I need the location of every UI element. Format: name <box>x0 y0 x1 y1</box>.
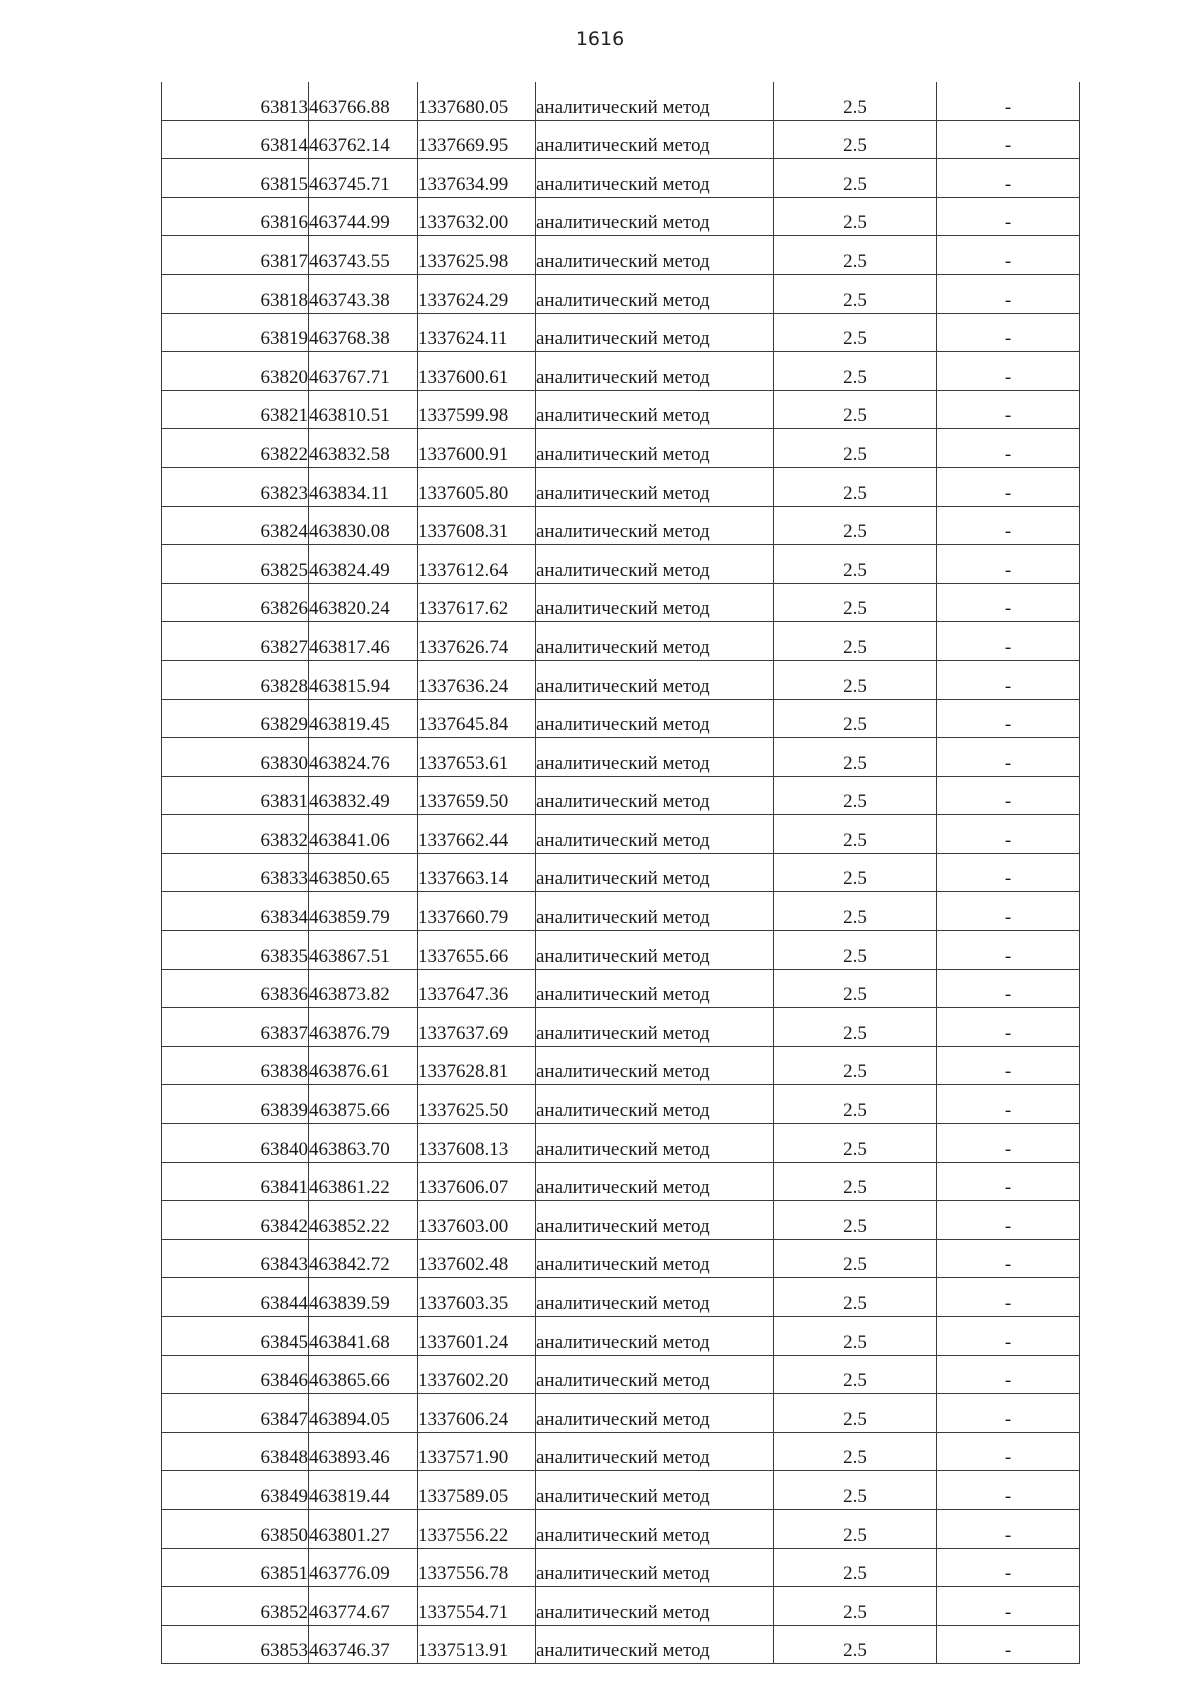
y-coordinate-cell: 1337600.61 <box>418 352 536 391</box>
table-row <box>162 352 1080 391</box>
table-row <box>162 313 1080 352</box>
accuracy-cell: 2.5 <box>774 545 937 584</box>
accuracy-cell: 2.5 <box>774 1587 937 1626</box>
accuracy-cell: 2.5 <box>774 1085 937 1124</box>
table-row <box>162 660 1080 699</box>
x-coordinate-cell: 463801.27 <box>309 1509 418 1548</box>
accuracy-cell: 2.5 <box>774 197 937 236</box>
table-row <box>162 1085 1080 1124</box>
method-cell: аналитический метод <box>536 1008 774 1047</box>
point-number-cell: 63843 <box>162 1239 309 1278</box>
point-number-cell: 63833 <box>162 853 309 892</box>
x-coordinate-cell: 463824.49 <box>309 545 418 584</box>
table-row <box>162 1625 1080 1664</box>
accuracy-cell: 2.5 <box>774 853 937 892</box>
table-row <box>162 506 1080 545</box>
accuracy-cell: 2.5 <box>774 1008 937 1047</box>
point-number-cell: 63819 <box>162 313 309 352</box>
point-number-cell: 63821 <box>162 390 309 429</box>
y-coordinate-cell: 1337647.36 <box>418 969 536 1008</box>
table-row <box>162 738 1080 777</box>
x-coordinate-cell: 463774.67 <box>309 1587 418 1626</box>
accuracy-cell: 2.5 <box>774 815 937 854</box>
point-number-cell: 63818 <box>162 274 309 313</box>
note-cell: - <box>937 1509 1080 1548</box>
x-coordinate-cell: 463875.66 <box>309 1085 418 1124</box>
x-coordinate-cell: 463876.61 <box>309 1046 418 1085</box>
note-cell: - <box>937 1008 1080 1047</box>
accuracy-cell: 2.5 <box>774 583 937 622</box>
y-coordinate-cell: 1337625.98 <box>418 236 536 275</box>
point-number-cell: 63822 <box>162 429 309 468</box>
x-coordinate-cell: 463861.22 <box>309 1162 418 1201</box>
y-coordinate-cell: 1337659.50 <box>418 776 536 815</box>
point-number-cell: 63853 <box>162 1625 309 1664</box>
note-cell: - <box>937 1278 1080 1317</box>
x-coordinate-cell: 463743.38 <box>309 274 418 313</box>
method-cell: аналитический метод <box>536 815 774 854</box>
point-number-cell: 63835 <box>162 931 309 970</box>
note-cell: - <box>937 1548 1080 1587</box>
point-number-cell: 63816 <box>162 197 309 236</box>
table-body <box>162 82 1080 1664</box>
y-coordinate-cell: 1337600.91 <box>418 429 536 468</box>
note-cell: - <box>937 197 1080 236</box>
accuracy-cell: 2.5 <box>774 1201 937 1240</box>
y-coordinate-cell: 1337599.98 <box>418 390 536 429</box>
y-coordinate-cell: 1337634.99 <box>418 159 536 198</box>
point-number-cell: 63830 <box>162 738 309 777</box>
table-row <box>162 1355 1080 1394</box>
table-row <box>162 1201 1080 1240</box>
point-number-cell: 63840 <box>162 1124 309 1163</box>
method-cell: аналитический метод <box>536 1124 774 1163</box>
note-cell: - <box>937 853 1080 892</box>
method-cell: аналитический метод <box>536 892 774 931</box>
x-coordinate-cell: 463744.99 <box>309 197 418 236</box>
note-cell: - <box>937 738 1080 777</box>
table-row <box>162 853 1080 892</box>
accuracy-cell: 2.5 <box>774 1471 937 1510</box>
accuracy-cell: 2.5 <box>774 776 937 815</box>
note-cell: - <box>937 969 1080 1008</box>
accuracy-cell: 2.5 <box>774 429 937 468</box>
method-cell: аналитический метод <box>536 120 774 159</box>
accuracy-cell: 2.5 <box>774 1124 937 1163</box>
y-coordinate-cell: 1337625.50 <box>418 1085 536 1124</box>
accuracy-cell: 2.5 <box>774 120 937 159</box>
method-cell: аналитический метод <box>536 1239 774 1278</box>
y-coordinate-cell: 1337632.00 <box>418 197 536 236</box>
accuracy-cell: 2.5 <box>774 1355 937 1394</box>
y-coordinate-cell: 1337601.24 <box>418 1317 536 1356</box>
note-cell: - <box>937 236 1080 275</box>
point-number-cell: 63826 <box>162 583 309 622</box>
x-coordinate-cell: 463745.71 <box>309 159 418 198</box>
note-cell: - <box>937 1046 1080 1085</box>
note-cell: - <box>937 1317 1080 1356</box>
y-coordinate-cell: 1337556.78 <box>418 1548 536 1587</box>
method-cell: аналитический метод <box>536 969 774 1008</box>
table-row <box>162 1162 1080 1201</box>
accuracy-cell: 2.5 <box>774 506 937 545</box>
y-coordinate-cell: 1337606.24 <box>418 1394 536 1433</box>
y-coordinate-cell: 1337589.05 <box>418 1471 536 1510</box>
point-number-cell: 63824 <box>162 506 309 545</box>
table-row <box>162 390 1080 429</box>
accuracy-cell: 2.5 <box>774 622 937 661</box>
table-row <box>162 583 1080 622</box>
method-cell: аналитический метод <box>536 1278 774 1317</box>
note-cell: - <box>937 892 1080 931</box>
y-coordinate-cell: 1337637.69 <box>418 1008 536 1047</box>
table-row <box>162 429 1080 468</box>
note-cell: - <box>937 82 1080 120</box>
method-cell: аналитический метод <box>536 467 774 506</box>
note-cell: - <box>937 1201 1080 1240</box>
note-cell: - <box>937 1625 1080 1664</box>
y-coordinate-cell: 1337655.66 <box>418 931 536 970</box>
point-number-cell: 63837 <box>162 1008 309 1047</box>
x-coordinate-cell: 463766.88 <box>309 82 418 120</box>
point-number-cell: 63850 <box>162 1509 309 1548</box>
note-cell: - <box>937 622 1080 661</box>
table-row <box>162 1317 1080 1356</box>
method-cell: аналитический метод <box>536 545 774 584</box>
y-coordinate-cell: 1337624.29 <box>418 274 536 313</box>
table-row <box>162 931 1080 970</box>
note-cell: - <box>937 1085 1080 1124</box>
point-number-cell: 63848 <box>162 1432 309 1471</box>
x-coordinate-cell: 463834.11 <box>309 467 418 506</box>
point-number-cell: 63827 <box>162 622 309 661</box>
method-cell: аналитический метод <box>536 660 774 699</box>
x-coordinate-cell: 463810.51 <box>309 390 418 429</box>
x-coordinate-cell: 463832.58 <box>309 429 418 468</box>
y-coordinate-cell: 1337660.79 <box>418 892 536 931</box>
table-row <box>162 274 1080 313</box>
method-cell: аналитический метод <box>536 1201 774 1240</box>
method-cell: аналитический метод <box>536 390 774 429</box>
y-coordinate-cell: 1337669.95 <box>418 120 536 159</box>
point-number-cell: 63852 <box>162 1587 309 1626</box>
point-number-cell: 63817 <box>162 236 309 275</box>
accuracy-cell: 2.5 <box>774 1239 937 1278</box>
method-cell: аналитический метод <box>536 699 774 738</box>
x-coordinate-cell: 463865.66 <box>309 1355 418 1394</box>
y-coordinate-cell: 1337556.22 <box>418 1509 536 1548</box>
point-number-cell: 63836 <box>162 969 309 1008</box>
x-coordinate-cell: 463863.70 <box>309 1124 418 1163</box>
method-cell: аналитический метод <box>536 1509 774 1548</box>
note-cell: - <box>937 1432 1080 1471</box>
accuracy-cell: 2.5 <box>774 390 937 429</box>
method-cell: аналитический метод <box>536 1548 774 1587</box>
table-row <box>162 815 1080 854</box>
method-cell: аналитический метод <box>536 82 774 120</box>
point-number-cell: 63849 <box>162 1471 309 1510</box>
note-cell: - <box>937 1124 1080 1163</box>
method-cell: аналитический метод <box>536 1432 774 1471</box>
y-coordinate-cell: 1337608.31 <box>418 506 536 545</box>
x-coordinate-cell: 463850.65 <box>309 853 418 892</box>
accuracy-cell: 2.5 <box>774 352 937 391</box>
note-cell: - <box>937 1587 1080 1626</box>
method-cell: аналитический метод <box>536 159 774 198</box>
accuracy-cell: 2.5 <box>774 969 937 1008</box>
note-cell: - <box>937 545 1080 584</box>
x-coordinate-cell: 463817.46 <box>309 622 418 661</box>
coordinates-table <box>161 82 1080 1664</box>
accuracy-cell: 2.5 <box>774 892 937 931</box>
table-row <box>162 776 1080 815</box>
x-coordinate-cell: 463768.38 <box>309 313 418 352</box>
y-coordinate-cell: 1337636.24 <box>418 660 536 699</box>
point-number-cell: 63831 <box>162 776 309 815</box>
x-coordinate-cell: 463841.06 <box>309 815 418 854</box>
point-number-cell: 63838 <box>162 1046 309 1085</box>
x-coordinate-cell: 463876.79 <box>309 1008 418 1047</box>
table-row <box>162 1046 1080 1085</box>
table-row <box>162 699 1080 738</box>
x-coordinate-cell: 463832.49 <box>309 776 418 815</box>
table-row <box>162 1394 1080 1433</box>
x-coordinate-cell: 463815.94 <box>309 660 418 699</box>
table-row <box>162 1509 1080 1548</box>
table-row <box>162 1432 1080 1471</box>
method-cell: аналитический метод <box>536 1046 774 1085</box>
method-cell: аналитический метод <box>536 1471 774 1510</box>
accuracy-cell: 2.5 <box>774 660 937 699</box>
table-row <box>162 120 1080 159</box>
x-coordinate-cell: 463820.24 <box>309 583 418 622</box>
x-coordinate-cell: 463824.76 <box>309 738 418 777</box>
method-cell: аналитический метод <box>536 583 774 622</box>
table-row <box>162 1278 1080 1317</box>
method-cell: аналитический метод <box>536 738 774 777</box>
method-cell: аналитический метод <box>536 197 774 236</box>
point-number-cell: 63844 <box>162 1278 309 1317</box>
point-number-cell: 63813 <box>162 82 309 120</box>
y-coordinate-cell: 1337624.11 <box>418 313 536 352</box>
point-number-cell: 63841 <box>162 1162 309 1201</box>
point-number-cell: 63820 <box>162 352 309 391</box>
y-coordinate-cell: 1337603.35 <box>418 1278 536 1317</box>
y-coordinate-cell: 1337571.90 <box>418 1432 536 1471</box>
x-coordinate-cell: 463762.14 <box>309 120 418 159</box>
table-row <box>162 82 1080 120</box>
method-cell: аналитический метод <box>536 313 774 352</box>
table-row <box>162 467 1080 506</box>
accuracy-cell: 2.5 <box>774 1432 937 1471</box>
x-coordinate-cell: 463893.46 <box>309 1432 418 1471</box>
method-cell: аналитический метод <box>536 1587 774 1626</box>
y-coordinate-cell: 1337628.81 <box>418 1046 536 1085</box>
x-coordinate-cell: 463743.55 <box>309 236 418 275</box>
accuracy-cell: 2.5 <box>774 236 937 275</box>
table-row <box>162 622 1080 661</box>
y-coordinate-cell: 1337554.71 <box>418 1587 536 1626</box>
point-number-cell: 63845 <box>162 1317 309 1356</box>
accuracy-cell: 2.5 <box>774 1625 937 1664</box>
method-cell: аналитический метод <box>536 274 774 313</box>
method-cell: аналитический метод <box>536 352 774 391</box>
method-cell: аналитический метод <box>536 236 774 275</box>
method-cell: аналитический метод <box>536 1625 774 1664</box>
note-cell: - <box>937 467 1080 506</box>
point-number-cell: 63815 <box>162 159 309 198</box>
x-coordinate-cell: 463746.37 <box>309 1625 418 1664</box>
accuracy-cell: 2.5 <box>774 1162 937 1201</box>
method-cell: аналитический метод <box>536 1085 774 1124</box>
x-coordinate-cell: 463841.68 <box>309 1317 418 1356</box>
note-cell: - <box>937 313 1080 352</box>
x-coordinate-cell: 463859.79 <box>309 892 418 931</box>
y-coordinate-cell: 1337603.00 <box>418 1201 536 1240</box>
note-cell: - <box>937 120 1080 159</box>
y-coordinate-cell: 1337606.07 <box>418 1162 536 1201</box>
x-coordinate-cell: 463852.22 <box>309 1201 418 1240</box>
y-coordinate-cell: 1337605.80 <box>418 467 536 506</box>
x-coordinate-cell: 463830.08 <box>309 506 418 545</box>
accuracy-cell: 2.5 <box>774 1046 937 1085</box>
x-coordinate-cell: 463894.05 <box>309 1394 418 1433</box>
table-row <box>162 1471 1080 1510</box>
method-cell: аналитический метод <box>536 1317 774 1356</box>
note-cell: - <box>937 931 1080 970</box>
note-cell: - <box>937 429 1080 468</box>
method-cell: аналитический метод <box>536 429 774 468</box>
note-cell: - <box>937 352 1080 391</box>
method-cell: аналитический метод <box>536 1162 774 1201</box>
point-number-cell: 63828 <box>162 660 309 699</box>
accuracy-cell: 2.5 <box>774 467 937 506</box>
accuracy-cell: 2.5 <box>774 1278 937 1317</box>
note-cell: - <box>937 390 1080 429</box>
note-cell: - <box>937 699 1080 738</box>
table-row <box>162 1548 1080 1587</box>
y-coordinate-cell: 1337602.20 <box>418 1355 536 1394</box>
table-row <box>162 969 1080 1008</box>
point-number-cell: 63851 <box>162 1548 309 1587</box>
note-cell: - <box>937 776 1080 815</box>
point-number-cell: 63847 <box>162 1394 309 1433</box>
y-coordinate-cell: 1337617.62 <box>418 583 536 622</box>
note-cell: - <box>937 1471 1080 1510</box>
accuracy-cell: 2.5 <box>774 1317 937 1356</box>
point-number-cell: 63842 <box>162 1201 309 1240</box>
table-row <box>162 197 1080 236</box>
point-number-cell: 63846 <box>162 1355 309 1394</box>
accuracy-cell: 2.5 <box>774 931 937 970</box>
table-row <box>162 236 1080 275</box>
table-row <box>162 545 1080 584</box>
note-cell: - <box>937 159 1080 198</box>
y-coordinate-cell: 1337680.05 <box>418 82 536 120</box>
note-cell: - <box>937 660 1080 699</box>
accuracy-cell: 2.5 <box>774 159 937 198</box>
note-cell: - <box>937 274 1080 313</box>
x-coordinate-cell: 463839.59 <box>309 1278 418 1317</box>
page-number: 1616 <box>575 28 625 50</box>
method-cell: аналитический метод <box>536 776 774 815</box>
method-cell: аналитический метод <box>536 1394 774 1433</box>
table-row <box>162 1124 1080 1163</box>
point-number-cell: 63834 <box>162 892 309 931</box>
note-cell: - <box>937 1239 1080 1278</box>
y-coordinate-cell: 1337513.91 <box>418 1625 536 1664</box>
accuracy-cell: 2.5 <box>774 82 937 120</box>
y-coordinate-cell: 1337626.74 <box>418 622 536 661</box>
accuracy-cell: 2.5 <box>774 1548 937 1587</box>
accuracy-cell: 2.5 <box>774 738 937 777</box>
note-cell: - <box>937 1355 1080 1394</box>
method-cell: аналитический метод <box>536 853 774 892</box>
x-coordinate-cell: 463776.09 <box>309 1548 418 1587</box>
accuracy-cell: 2.5 <box>774 1394 937 1433</box>
accuracy-cell: 2.5 <box>774 699 937 738</box>
table-row <box>162 1008 1080 1047</box>
point-number-cell: 63839 <box>162 1085 309 1124</box>
table-row <box>162 159 1080 198</box>
x-coordinate-cell: 463767.71 <box>309 352 418 391</box>
note-cell: - <box>937 1394 1080 1433</box>
note-cell: - <box>937 583 1080 622</box>
y-coordinate-cell: 1337608.13 <box>418 1124 536 1163</box>
note-cell: - <box>937 1162 1080 1201</box>
table-row <box>162 1239 1080 1278</box>
y-coordinate-cell: 1337645.84 <box>418 699 536 738</box>
point-number-cell: 63823 <box>162 467 309 506</box>
method-cell: аналитический метод <box>536 622 774 661</box>
x-coordinate-cell: 463873.82 <box>309 969 418 1008</box>
point-number-cell: 63829 <box>162 699 309 738</box>
method-cell: аналитический метод <box>536 931 774 970</box>
accuracy-cell: 2.5 <box>774 313 937 352</box>
accuracy-cell: 2.5 <box>774 1509 937 1548</box>
x-coordinate-cell: 463867.51 <box>309 931 418 970</box>
x-coordinate-cell: 463842.72 <box>309 1239 418 1278</box>
accuracy-cell: 2.5 <box>774 274 937 313</box>
x-coordinate-cell: 463819.44 <box>309 1471 418 1510</box>
point-number-cell: 63832 <box>162 815 309 854</box>
point-number-cell: 63814 <box>162 120 309 159</box>
note-cell: - <box>937 506 1080 545</box>
method-cell: аналитический метод <box>536 506 774 545</box>
point-number-cell: 63825 <box>162 545 309 584</box>
y-coordinate-cell: 1337602.48 <box>418 1239 536 1278</box>
x-coordinate-cell: 463819.45 <box>309 699 418 738</box>
table-row <box>162 1587 1080 1626</box>
y-coordinate-cell: 1337663.14 <box>418 853 536 892</box>
y-coordinate-cell: 1337662.44 <box>418 815 536 854</box>
method-cell: аналитический метод <box>536 1355 774 1394</box>
note-cell: - <box>937 815 1080 854</box>
y-coordinate-cell: 1337653.61 <box>418 738 536 777</box>
y-coordinate-cell: 1337612.64 <box>418 545 536 584</box>
table-row <box>162 892 1080 931</box>
